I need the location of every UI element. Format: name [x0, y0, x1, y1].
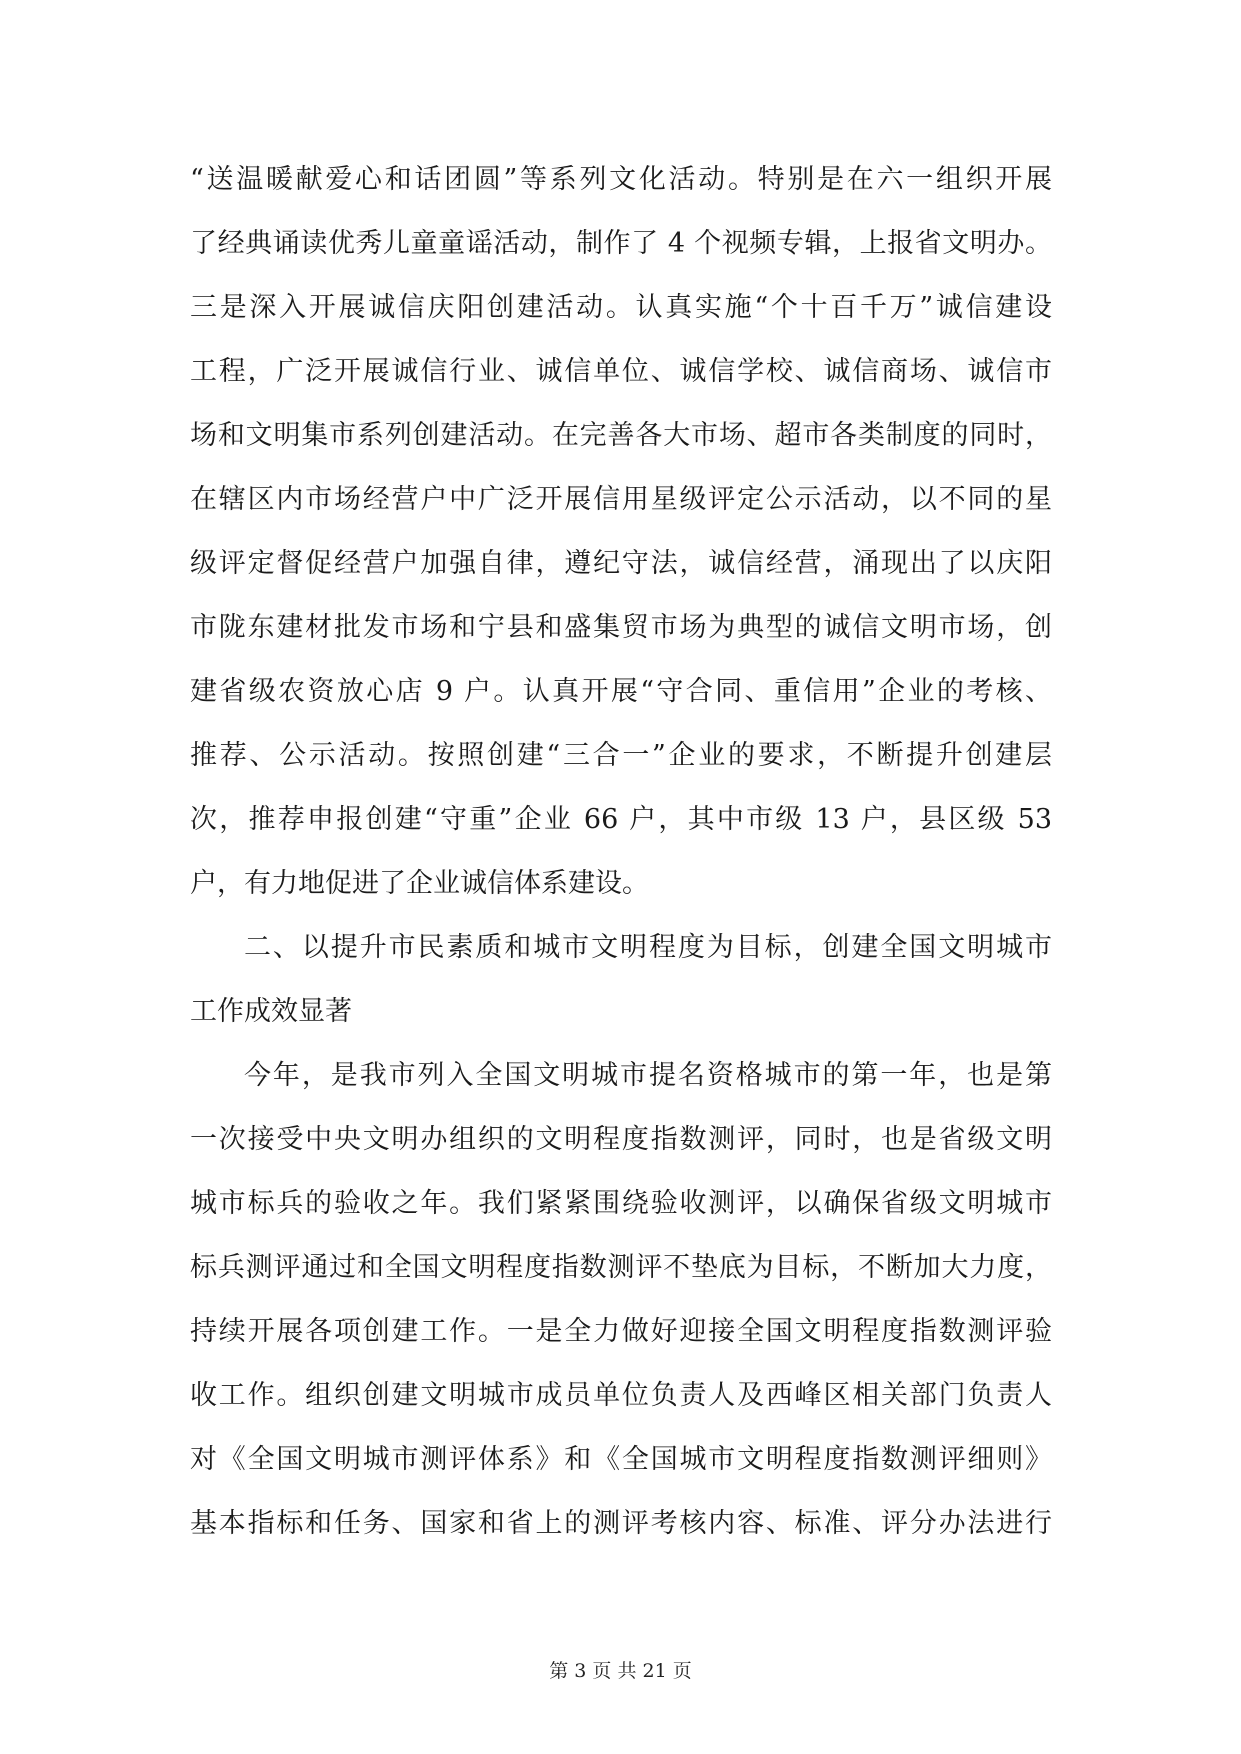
text-line: 了经典诵读优秀儿童童谣活动，制作了 4 个视频专辑，上报省文明办。: [190, 228, 1052, 259]
text-line: 工程，广泛开展诚信行业、诚信单位、诚信学校、诚信商场、诚信市: [190, 356, 1052, 387]
text-line: 标兵测评通过和全国文明程度指数测评不垫底为目标，不断加大力度，: [190, 1252, 1052, 1283]
section-heading: 二、以提升市民素质和城市文明程度为目标，创建全国文明城市: [244, 932, 1052, 963]
text-line: 市陇东建材批发市场和宁县和盛集贸市场为典型的诚信文明市场，创: [190, 612, 1052, 643]
text-line: 在辖区内市场经营户中广泛开展信用星级评定公示活动，以不同的星: [190, 484, 1052, 515]
text-line: 推荐、公示活动。按照创建“三合一”企业的要求，不断提升创建层: [190, 740, 1052, 771]
section-heading-continued: 工作成效显著: [190, 996, 352, 1027]
text-line: 级评定督促经营户加强自律，遵纪守法，诚信经营，涌现出了以庆阳: [190, 548, 1052, 579]
text-line: 基本指标和任务、国家和省上的测评考核内容、标准、评分办法进行: [190, 1508, 1052, 1539]
text-line: “送温暖献爱心和话团圆”等系列文化活动。特别是在六一组织开展: [190, 164, 1052, 195]
text-line: 次，推荐申报创建“守重”企业 66 户，其中市级 13 户，县区级 53: [190, 804, 1052, 835]
text-line: 今年，是我市列入全国文明城市提名资格城市的第一年，也是第: [244, 1060, 1052, 1091]
text-line: 一次接受中央文明办组织的文明程度指数测评，同时，也是省级文明: [190, 1124, 1052, 1155]
text-line: 户，有力地促进了企业诚信体系建设。: [190, 868, 649, 899]
text-line: 城市标兵的验收之年。我们紧紧围绕验收测评，以确保省级文明城市: [190, 1188, 1052, 1219]
text-line: 对《全国文明城市测评体系》和《全国城市文明程度指数测评细则》: [190, 1444, 1052, 1475]
text-line: 收工作。组织创建文明城市成员单位负责人及西峰区相关部门负责人: [190, 1380, 1052, 1411]
text-line: 建省级农资放心店 9 户。认真开展“守合同、重信用”企业的考核、: [190, 676, 1052, 707]
text-line: 持续开展各项创建工作。一是全力做好迎接全国文明程度指数测评验: [190, 1316, 1052, 1347]
text-line: 三是深入开展诚信庆阳创建活动。认真实施“个十百千万”诚信建设: [190, 292, 1052, 323]
page-number: 第 3 页 共 21 页: [549, 1660, 692, 1682]
text-line: 场和文明集市系列创建活动。在完善各大市场、超市各类制度的同时，: [190, 420, 1052, 451]
body-text: [190, 148, 1052, 1556]
